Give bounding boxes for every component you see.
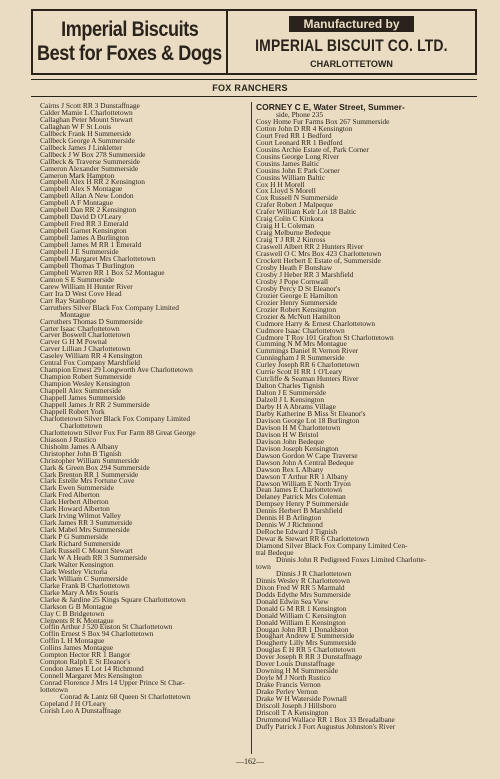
directory-entry: Dodds Edythe Mrs Summerside [256, 589, 351, 599]
directory-entry: Cutcliffe & Seaman Hunters River [256, 374, 359, 384]
directory-entry: Diamond Silver Black Fox Company Limited Cen- [256, 541, 408, 551]
directory-entry: Drake W H Waterside Pownall [256, 694, 347, 704]
directory-entry: Doyle M J North Rustico [256, 673, 331, 683]
directory-entry: Cousins George Long River [256, 151, 340, 161]
header-rule-bottom [31, 96, 477, 97]
directory-entry: Crozier & McNutt Hamilton [256, 311, 341, 321]
directory-entry: Dennis Herbert B Marshfield [256, 506, 343, 516]
right-column [256, 103, 488, 731]
directory-entry: Drummond Wallace RR 1 Box 33 Breadalbane [256, 714, 395, 724]
directory-entry: Douglas E H RR 5 Charlottetown [256, 645, 356, 655]
directory-entry: Davison H W Bristol [256, 429, 319, 439]
directory-entry: Crafer William Kelr Lot 18 Baltic [256, 207, 357, 217]
directory-entry: Cameron Mark Hampton [40, 170, 115, 180]
directory-entry: Cox Russell N Summerside [256, 193, 338, 203]
directory-entry: Dover Joseph R RR 3 Dunstaffnage [256, 652, 362, 662]
directory-entry: Conrad & Lantz 68 Queen St Charlottetown [60, 692, 191, 702]
directory-entry: Central Fox Company Marshfield [40, 358, 140, 368]
directory-entry: Dinnis John R Pedigreed Foxes Limited Charlotte- [276, 555, 427, 564]
directory-entry: Cudmore Isaac Charlottetown [256, 325, 345, 335]
directory-entry: Clark William C Summerside [40, 573, 128, 583]
directory-entry: Dean James E Charlottetown [256, 485, 342, 495]
directory-entry: Davison John Bedeque [256, 436, 325, 446]
directory-entry: Dempsey Henry P Summerside [256, 499, 349, 509]
directory-entry: Coffin L H Montague [40, 636, 105, 646]
directory-entry: Clark Mabel Mrs Summerside [40, 525, 130, 535]
directory-entry: Campbell Allan A New London [40, 191, 134, 201]
directory-entry: Cousins William Baltic [256, 172, 325, 182]
directory-entry: Craig Melburne Bedeque [256, 228, 331, 238]
directory-entry: Cummings Daniel R Vernon River [256, 346, 359, 356]
directory-entry: Dalton Charles Tignish [256, 381, 325, 391]
directory-entry: Connell Margaret Mrs Kensington [40, 671, 142, 681]
directory-entry: Cairns J Scott RR 3 Dunstaffnage [40, 101, 140, 110]
directory-entry: Craswell O C Mrs Box 423 Charlottetown [256, 249, 382, 259]
directory-entry: Crozier George E Hamilton [256, 290, 338, 300]
directory-entry: Campbell A F Montague [40, 198, 113, 208]
directory-entry: Carr Ray Stanhope [40, 295, 97, 305]
directory-entry: Chappell James Summerside [40, 393, 126, 403]
directory-entry: Clarkson G B Montague [40, 601, 113, 611]
directory-entry: Dawson Gordon W Cape Traverse [256, 450, 358, 460]
directory-entry: Chiasson J Rustico [40, 434, 97, 444]
directory-entry: Dinnis Wesley R Charlottetown [256, 575, 350, 585]
directory-entry: Clark W A Heath RR 3 Summerside [40, 552, 147, 562]
directory-entry: Clay C B Bridgetown [40, 608, 105, 618]
ad-slogan-box [33, 11, 228, 73]
directory-entry: Driscoll T A Kensington [256, 707, 329, 717]
directory-entry: Crozier Henry Summerside [256, 297, 338, 307]
directory-entry: Clark Ewen Summerside [40, 483, 114, 493]
directory-entry: lottetown [40, 685, 68, 695]
directory-entry: Champion Wesley Kensington [40, 379, 131, 389]
directory-entry: Craig Colin C Kinkora [256, 214, 324, 224]
directory-entry: Dawson William E North Tryon [256, 478, 351, 488]
directory-entry: Crockett Herbert E Estate of, Summerside [256, 256, 381, 266]
directory-entry: Coffin Ernest S Box 94 Charlottetown [40, 629, 154, 639]
directory-entry: Court Leonard RR 1 Bedford [256, 137, 343, 147]
directory-entry: Carver Boswell Charlottetown [40, 330, 131, 340]
directory-entry: Dawson Rex L Albany [256, 464, 324, 474]
directory-entry: Cumming N M Mrs Montague [256, 339, 347, 349]
directory-entry: Campbell James M RR 1 Emerald [40, 240, 142, 250]
directory-entry: Callaghan Peter Mount Stewart [40, 114, 133, 124]
directory-entry: Callbeck Frank H Summerside [40, 128, 132, 138]
directory-entry: Clark Howard Alberton [40, 504, 110, 514]
directory-entry: Chappell James Jr RR 2 Summerside [40, 399, 150, 409]
directory-entry: Duffy Patrick J Fort Augustus Johnston's River [256, 721, 396, 731]
directory-entry: Clark Irving Wilmot Valley [40, 511, 121, 521]
directory-entry: Charlottetown [60, 420, 103, 430]
directory-entry: Cudmore Harry & Ernest Charlottetown [256, 318, 376, 328]
directory-entry: Campbell Garnet Kensington [40, 226, 127, 236]
directory-entry: Dalton J E Summerside [256, 388, 326, 398]
directory-entry: Coffin Arthur J 520 Euston St Charlottetown [40, 622, 173, 632]
directory-entry: Davison George Lot 18 Burlington [256, 415, 360, 425]
directory-entry: Campbell David D O'Leary [40, 212, 122, 222]
directory-entry: Campbell Alex H RR 2 Kensington [40, 177, 145, 187]
directory-entry: Compton Ralph E St Eleanor's [40, 657, 131, 667]
directory-entry: Clarke Mary A Mrs Souris [40, 587, 119, 597]
directory-entry: Campbell Fred RR 3 Emerald [40, 219, 129, 229]
directory-entry: Cousins James Baltic [256, 158, 320, 168]
directory-entry: Charlottetown Silver Fox Fur Farm 88 Great George [40, 427, 196, 437]
directory-entry: Dawson John A Central Bedeque [256, 457, 354, 467]
directory-entry: Christopher John B Tignish [40, 448, 122, 458]
directory-entry: Campbell Alex S Montague [40, 184, 123, 194]
directory-entry: Craig T J RR 2 Kinross [256, 235, 326, 245]
directory-entry: Dover Louis Dunstaffnage [256, 659, 335, 669]
directory-entry: Chappell Robert York [40, 406, 105, 416]
page-number: —162— [236, 757, 264, 766]
directory-entry: Davison Joseph Kensington [256, 443, 339, 453]
directory-entry: Campbell Dan RR 2 Kensington [40, 205, 137, 215]
directory-entry: Crosby J Heber RR 3 Marshfield [256, 269, 354, 279]
directory-entry: Callbeck & Traverse Summerside [40, 156, 140, 166]
directory-entry: Darby H A Abrams Village [256, 402, 336, 412]
directory-entry: Cox Lloyd S Morell [256, 186, 316, 196]
directory-entry: Crafer Robert J Malpeque [256, 200, 333, 210]
directory-entry: Carruthers Thomas D Summerside [40, 316, 143, 326]
ad-tagline: Best for Foxes & Dogs [37, 42, 222, 65]
directory-entry: Dennis H B Arlington [256, 513, 322, 523]
directory-entry: Dougherty Lilly Mrs Summerside [256, 638, 357, 648]
directory-entry: Callaghan W F St Louis [40, 121, 112, 131]
directory-entry: CORNEY C E, Water Street, Summer- [256, 102, 405, 112]
directory-entry: Donald William C Kensington [256, 610, 347, 620]
ad-brand-line: Imperial Biscuits [60, 18, 199, 41]
directory-entry: Clark Herbert Alberton [40, 497, 109, 507]
directory-entry: Dawson T Arthur RR 1 Albany [256, 471, 348, 481]
ad-company-name: IMPERIAL BISCUIT CO. LTD. [255, 35, 448, 55]
directory-entry: Clarke Frank B Charlottetown [40, 580, 130, 590]
directory-entry: Delaney Patrick Mrs Coleman [256, 492, 346, 502]
directory-entry: Callbeck J W Box 278 Summerside [40, 149, 146, 159]
directory-entry: town [256, 561, 271, 571]
directory-entry: Carruthers Silver Black Fox Company Limited [40, 302, 179, 312]
directory-entry: Cosy Home Fur Farms Box 267 Summerside [256, 116, 390, 126]
directory-entry: Copeland J H O'Leary [40, 698, 106, 708]
directory-entry: Cousins Archie Estate of, Park Corner [256, 144, 369, 154]
directory-entry: Crosby J Pope Cornwall [256, 276, 329, 286]
directory-entry: Doughart Andrew E Summerside [256, 631, 355, 641]
directory-entry: Currie Scott H RR 1 O'Leary [256, 367, 343, 377]
directory-entry: Curley Joseph RR 6 Charlottetown [256, 360, 360, 370]
directory-entry: Crozier Robert Kensington [256, 304, 337, 314]
header-rule-top [31, 79, 477, 80]
directory-entry: Clark James RR 3 Summerside [40, 518, 133, 528]
directory-entry: Carver G H M Pownal [40, 337, 107, 347]
directory-entry: Clark Westley Victoria [40, 566, 108, 576]
directory-entry: Callbeck James J Linkletter [40, 142, 122, 152]
directory-entry: Donald William E Kensington [256, 617, 346, 627]
directory-entry: Downing H M Summerside [256, 666, 338, 676]
directory-entry: Carr Ira D West Cove Head [40, 288, 122, 298]
directory-entry: Champion Ernest 29 Longworth Ave Charlottetown [40, 365, 193, 375]
directory-entry: Davison H M Charlottetown [256, 422, 341, 432]
directory-entry: Champion Robert Summerside [40, 372, 132, 382]
section-title: FOX RANCHERS [212, 83, 288, 93]
directory-entry: Court Fred RR 1 Bedford [256, 130, 332, 140]
directory-entry: Campbell Warren RR 1 Box 52 Montague [40, 267, 165, 277]
directory-entry: tral Bedeque [256, 548, 294, 558]
advertisement-banner [31, 9, 477, 75]
directory-entry: Clark Estelle Mrs Fortune Cove [40, 476, 135, 486]
directory-entry: Charlottetown Silver Black Fox Company Limited [40, 413, 191, 423]
directory-entry: Cudmore T Roy 101 Grafton St Charlottetown [256, 332, 394, 342]
directory-entry: Christopher William Summerside [40, 455, 140, 465]
ad-manufactured-by: Manufactured by [289, 16, 413, 32]
directory-entry: Callbeck George A Summerside [40, 135, 135, 145]
directory-entry: Darby Katherine B Miss St Eleanor's [256, 408, 366, 418]
directory-entry: Montague [60, 309, 90, 319]
directory-entry: Cannon S E Summerside [40, 274, 115, 284]
directory-entry: Calder Mamie L Charlottetown [40, 107, 133, 117]
directory-entry: Carver Lillian J Charlottetown [40, 344, 131, 354]
directory-entry: Campbell J E Summerside [40, 247, 119, 257]
directory-entry: Driscoll Joseph J Hillsboro [256, 701, 337, 711]
ad-city: CHARLOTTETOWN [310, 58, 393, 69]
directory-entry: Campbell Thomas T Burlington [40, 260, 135, 270]
directory-entry: Clark Walter Kensington [40, 559, 114, 569]
directory-entry: Dinnis J R Charlottetown [276, 568, 352, 578]
directory-entry: Dougan John RR 1 Donaldston [256, 624, 349, 634]
directory-entry: Clark Richard Summerside [40, 539, 121, 549]
directory-entry: Craig H L Coleman [256, 221, 315, 231]
directory-entry: Condon James E Lot 14 Richmond [40, 664, 144, 674]
directory-entry: Carew William H Hunter River [40, 281, 133, 291]
directory-entry: Cunningham J R Summerside [256, 353, 345, 363]
directory-entry: Dixon Fred W RR 5 Marmald [256, 582, 345, 592]
directory-entry: Collins James Montague [40, 643, 114, 653]
directory-entry: Dalzell J L Kensington [256, 395, 325, 405]
directory-entry: DeRoche Edward J Tignish [256, 527, 338, 537]
directory-entry: Campbell James A Burlington [40, 233, 129, 243]
directory-entry: Dewar & Stewart RR 6 Charlottetown [256, 534, 370, 544]
directory-entry: Cousins John E Park Corner [256, 165, 340, 175]
directory-entry: Cox H H Morell [256, 179, 305, 189]
directory-entry: Donald G M RR 1 Kensington [256, 603, 347, 613]
directory-entry: Crosby Heath F Bonshaw [256, 262, 333, 272]
directory-entry: side, Phone 235 [276, 110, 324, 119]
directory-entry: Clarke & Jardine 25 Kings Square Charlottetown [40, 594, 186, 604]
directory-entry: Cameron Alexander Summerside [40, 163, 139, 173]
directory-entry: Drake Francis Vernon [256, 680, 321, 690]
directory-entry: Dennis W J Richmond [256, 520, 323, 530]
directory-entry: Craswell Albert RR 2 Hunters River [256, 242, 364, 252]
directory-entry: Campbell Margaret Mrs Charlottetown [40, 253, 156, 263]
directory-entry: Donald Edwin Sea View [256, 596, 329, 606]
column-divider [251, 102, 252, 754]
directory-entry: Crosby Percy D St Eleanor's [256, 283, 341, 293]
directory-entry: Clark Brenton RR 1 Summerside [40, 469, 139, 479]
directory-entry: Clark & Green Box 294 Summerside [40, 462, 150, 472]
directory-entry: Clark P G Summerside [40, 532, 109, 542]
directory-entry: Clark Russell C Mount Stewart [40, 546, 133, 555]
directory-entry: Caseley William RR 4 Kensington [40, 351, 143, 361]
directory-entry: Chisholm James A Albany [40, 441, 119, 451]
ad-manufacturer-box [228, 11, 475, 73]
directory-entry: Corish Leo A Dunstaffnage [40, 705, 121, 715]
left-column [40, 103, 254, 715]
directory-entry: Conrad Florence J Mrs 14 Upper Prince St Char- [40, 678, 185, 688]
directory-entry: Clark Fred Alberton [40, 490, 100, 500]
directory-entry: Drake Perley Vernon [256, 687, 318, 697]
directory-entry: Carter Isaac Charlottetown [40, 323, 120, 333]
directory-entry: Clements R K Montague [40, 615, 114, 625]
directory-entry: Cotton John D RR 4 Kensington [256, 123, 353, 133]
directory-entry: Compton Hector RR 1 Bangor [40, 650, 131, 660]
directory-entry: Chappell Alex Summerside [40, 386, 122, 396]
